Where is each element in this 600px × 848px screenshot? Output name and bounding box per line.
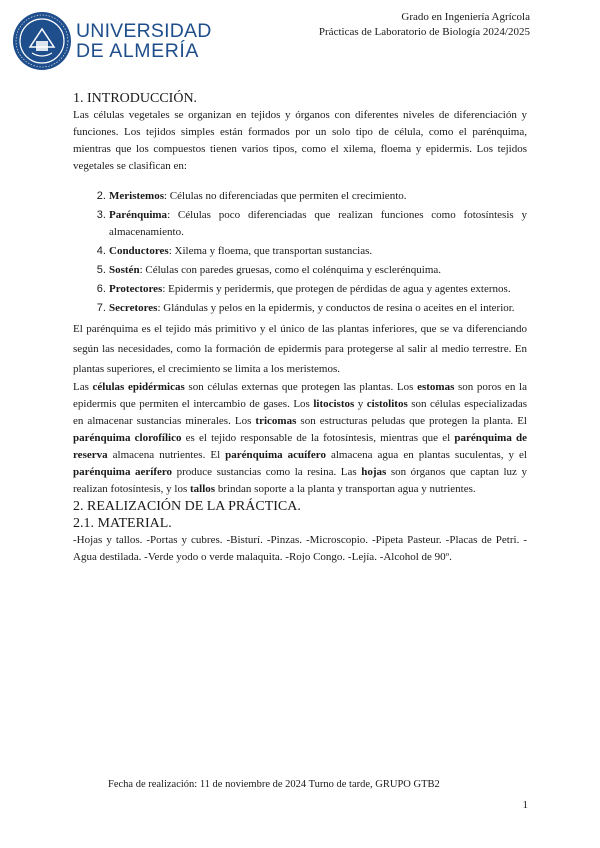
text-run: son órganos que captan luz y realizan fotosíntesis, y los [73, 466, 527, 495]
text-run: son células externas que protegen las plantas. Los [184, 381, 418, 393]
header-info [319, 10, 530, 40]
bold-term: parénquima clorofílico [73, 432, 182, 444]
intro-heading: 1. INTRODUCCIÓN. [73, 91, 198, 106]
text-run: produce sustancias como la resina. Las [172, 466, 362, 478]
list-item [109, 188, 527, 205]
footer-text: Fecha de realización: 11 de noviembre de 2024 Turno de tarde, GRUPO GTB2 [108, 779, 440, 790]
text-run: son poros en la epidermis que permiten el intercambio de gases. Los [73, 381, 527, 410]
logo-line-2: DE ALMERÍA [76, 40, 200, 62]
list-item [109, 262, 527, 279]
material-list: -Hojas y tallos. -Portas y cubres. -Bisturí. -Pinzas. -Microscopio. -Pipeta Pasteur. -Placas de Petri. -Agua destilada. -Verde yodo o verde malaquita. -Rojo Congo. -Lejía. -Alcohol de 90º. [73, 534, 527, 563]
text-run: almacena nutrientes. El [107, 449, 226, 461]
tissue-term: Protectores [109, 283, 163, 295]
bold-term: parénquima aerífero [73, 466, 173, 478]
bold-term: parénquima de reserva [73, 432, 527, 461]
tissue-desc: : Xilema y floema, que transportan sustancias. [168, 245, 373, 257]
tissue-term: Secretores [109, 302, 158, 314]
bold-term: hojas [361, 466, 387, 478]
text-run: es el tejido responsable de la fotosíntesis, mientras que el [181, 432, 455, 444]
intro-paragraph-3 [73, 379, 527, 498]
list-item [109, 243, 527, 260]
tissue-types-list [73, 188, 527, 317]
tissue-desc: : Células no diferenciadas que permiten el crecimiento. [163, 190, 407, 202]
university-name [76, 21, 211, 61]
tissue-term: Meristemos [109, 190, 164, 202]
text-run: brindan soporte a la planta y transportan agua y nutrientes. [215, 483, 476, 495]
degree-name: Grado en Ingeniería Agrícola [401, 11, 530, 23]
tissue-desc: : Células con paredes gruesas, como el colénquima y esclerénquima. [139, 264, 442, 276]
tissue-term: Conductores [109, 245, 169, 257]
logo-line-1: UNIVERSIDAD [76, 20, 212, 42]
university-logo [12, 6, 212, 76]
bold-term: estomas [417, 381, 455, 393]
text-run: almacena agua en plantas suculentas, y el [325, 449, 527, 461]
intro-paragraph-1: Las células vegetales se organizan en tejidos y órganos con diferentes niveles de diferenciación y funciones. Los tejidos simples están formados por un solo tipo de célula, como el parénquima, mientras que los compuestos tienen varios tipos, como el xilema, floema y epidermis. Los tejidos vegetales se clasifican en: [73, 109, 527, 172]
course-name: Prácticas de Laboratorio de Biología 2024/2025 [318, 26, 530, 38]
bold-term: cistolitos [366, 398, 408, 410]
bold-term: tallos [190, 483, 216, 495]
tissue-desc: : Epidermis y peridermis, que protegen de pérdidas de agua y agentes externos. [162, 283, 511, 295]
bold-term: litocistos [313, 398, 355, 410]
tissue-desc: : Glándulas y pelos en la epidermis, y conductos de resina o aceites en el interior. [157, 302, 515, 314]
intro-paragraph-2: El parénquima es el tejido más primitivo y el único de las plantas inferiores, que se va diferenciando según las necesidades, como la formación de epidermis para protegerse al salir al medio terrestre. En plantas superiores, el crecimiento se limita a los meristemos. [73, 323, 527, 375]
material-heading: 2.1. MATERIAL. [73, 516, 172, 531]
bold-term: tricomas [255, 415, 297, 427]
list-item [109, 281, 527, 298]
bold-term: parénquima acuífero [225, 449, 326, 461]
document-body [73, 90, 527, 566]
list-item [109, 207, 527, 241]
text-run: son estructuras peludas que protegen la planta. El [296, 415, 527, 427]
text-run: Las [73, 381, 93, 393]
bold-term: células epidérmicas [92, 381, 185, 393]
university-seal-icon [12, 11, 72, 71]
list-item [109, 300, 527, 317]
text-run: y [354, 398, 367, 410]
tissue-term: Parénquima [109, 209, 168, 221]
tissue-term: Sostén [109, 264, 140, 276]
practice-heading: 2. REALIZACIÓN DE LA PRÁCTICA. [73, 499, 301, 514]
page-number: 1 [522, 799, 528, 811]
text-run: son células especializadas en almacenar sustancias minerales. Los [73, 398, 527, 427]
tissue-desc: : Células poco diferenciadas que realizan funciones como fotosíntesis y almacenamiento. [109, 209, 527, 238]
